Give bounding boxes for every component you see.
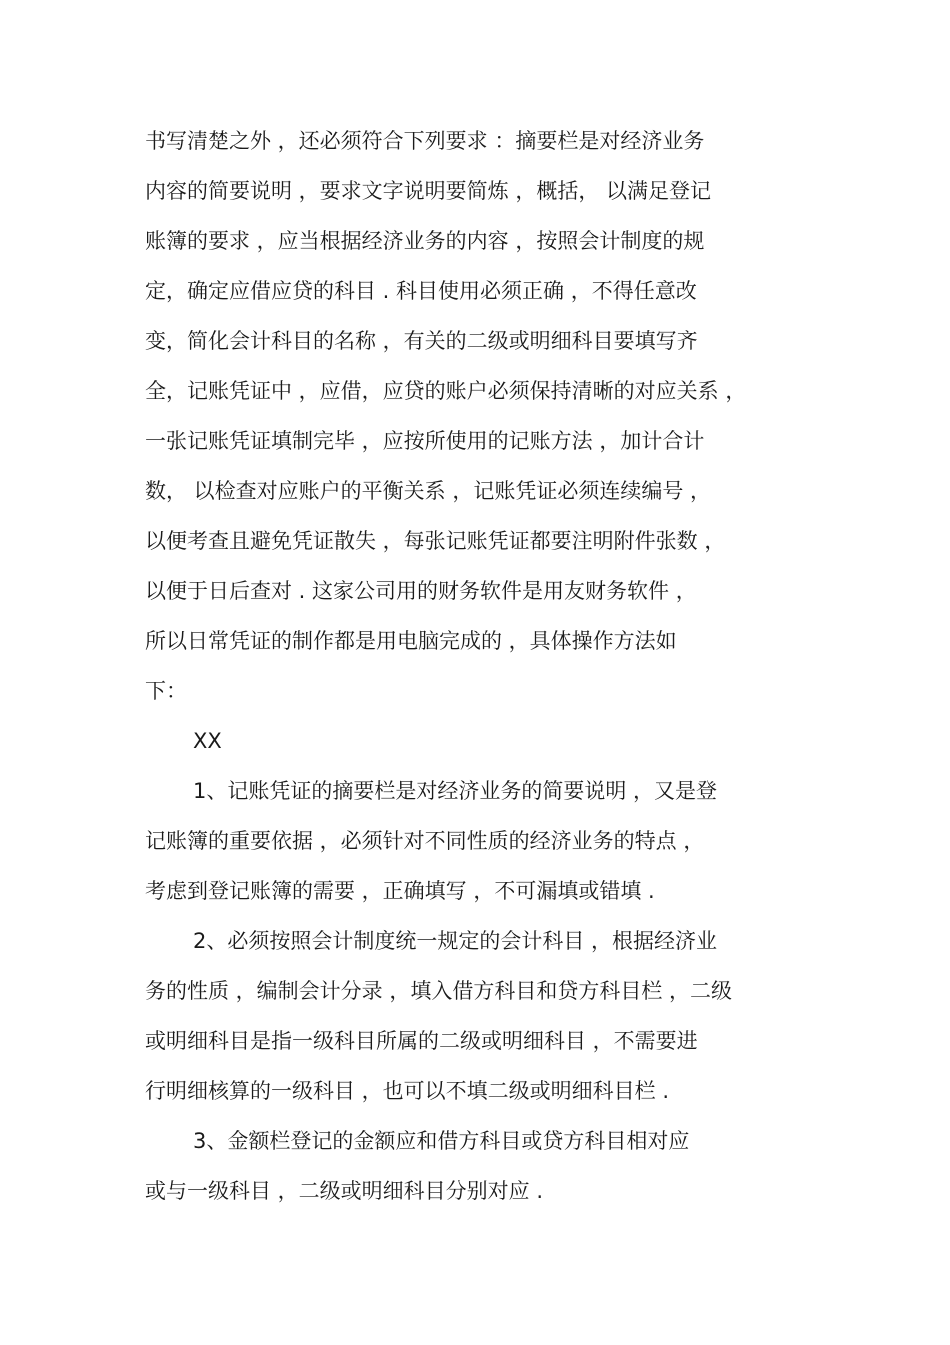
text-line: 书写清楚之外 ，还必须符合下列要求 ：摘要栏是对经济业务	[145, 129, 705, 153]
text-line: 下：	[145, 679, 187, 703]
text-line: 考虑到登记账簿的需要 ，正确填写 ，不可漏填或错填 .	[145, 879, 655, 903]
text-line: 一张记账凭证填制完毕 ，应按所使用的记账方法 ，加计合计	[145, 429, 705, 453]
text-line: 记账簿的重要依据 ，必须针对不同性质的经济业务的特点 ，	[145, 829, 705, 853]
text-line: 行明细核算的一级科目 ，也可以不填二级或明细科目栏 .	[145, 1079, 670, 1103]
text-line: 以便考查且避免凭证散失 ，每张记账凭证都要注明附件张数 ，	[145, 529, 726, 553]
text-line: 全，记账凭证中 ，应借，应贷的账户必须保持清晰的对应关系 ，	[145, 379, 747, 403]
text-line: 或与一级科目 ，二级或明细科目分别对应 .	[145, 1179, 544, 1203]
text-line: 1、记账凭证的摘要栏是对经济业务的简要说明 ，又是登	[193, 779, 718, 803]
text-line: 账簿的要求 ，应当根据经济业务的内容 ，按照会计制度的规	[145, 229, 705, 253]
text-line: 或明细科目是指一级科目所属的二级或明细科目 ，不需要进	[145, 1029, 698, 1053]
text-line: 2、必须按照会计制度统一规定的会计科目 ，根据经济业	[193, 929, 718, 953]
text-line: 变，简化会计科目的名称 ，有关的二级或明细科目要填写齐	[145, 329, 698, 353]
text-line: 定，确定应借应贷的科目 . 科目使用必须正确 ，不得任意改	[145, 279, 697, 303]
text-line: 内容的简要说明 ，要求文字说明要简炼 ，概括， 以满足登记	[145, 179, 712, 203]
text-line: 所以日常凭证的制作都是用电脑完成的 ，具体操作方法如	[145, 629, 677, 653]
text-line: 务的性质 ，编制会计分录 ，填入借方科目和贷方科目栏 ，二级	[145, 979, 733, 1003]
text-line: 3、金额栏登记的金额应和借方科目或贷方科目相对应	[193, 1129, 690, 1153]
text-line: 以便于日后查对 . 这家公司用的财务软件是用友财务软件 ，	[145, 579, 697, 603]
text-line: 数， 以检查对应账户的平衡关系 ，记账凭证必须连续编号 ，	[145, 479, 712, 503]
section-heading: XX	[193, 729, 222, 753]
